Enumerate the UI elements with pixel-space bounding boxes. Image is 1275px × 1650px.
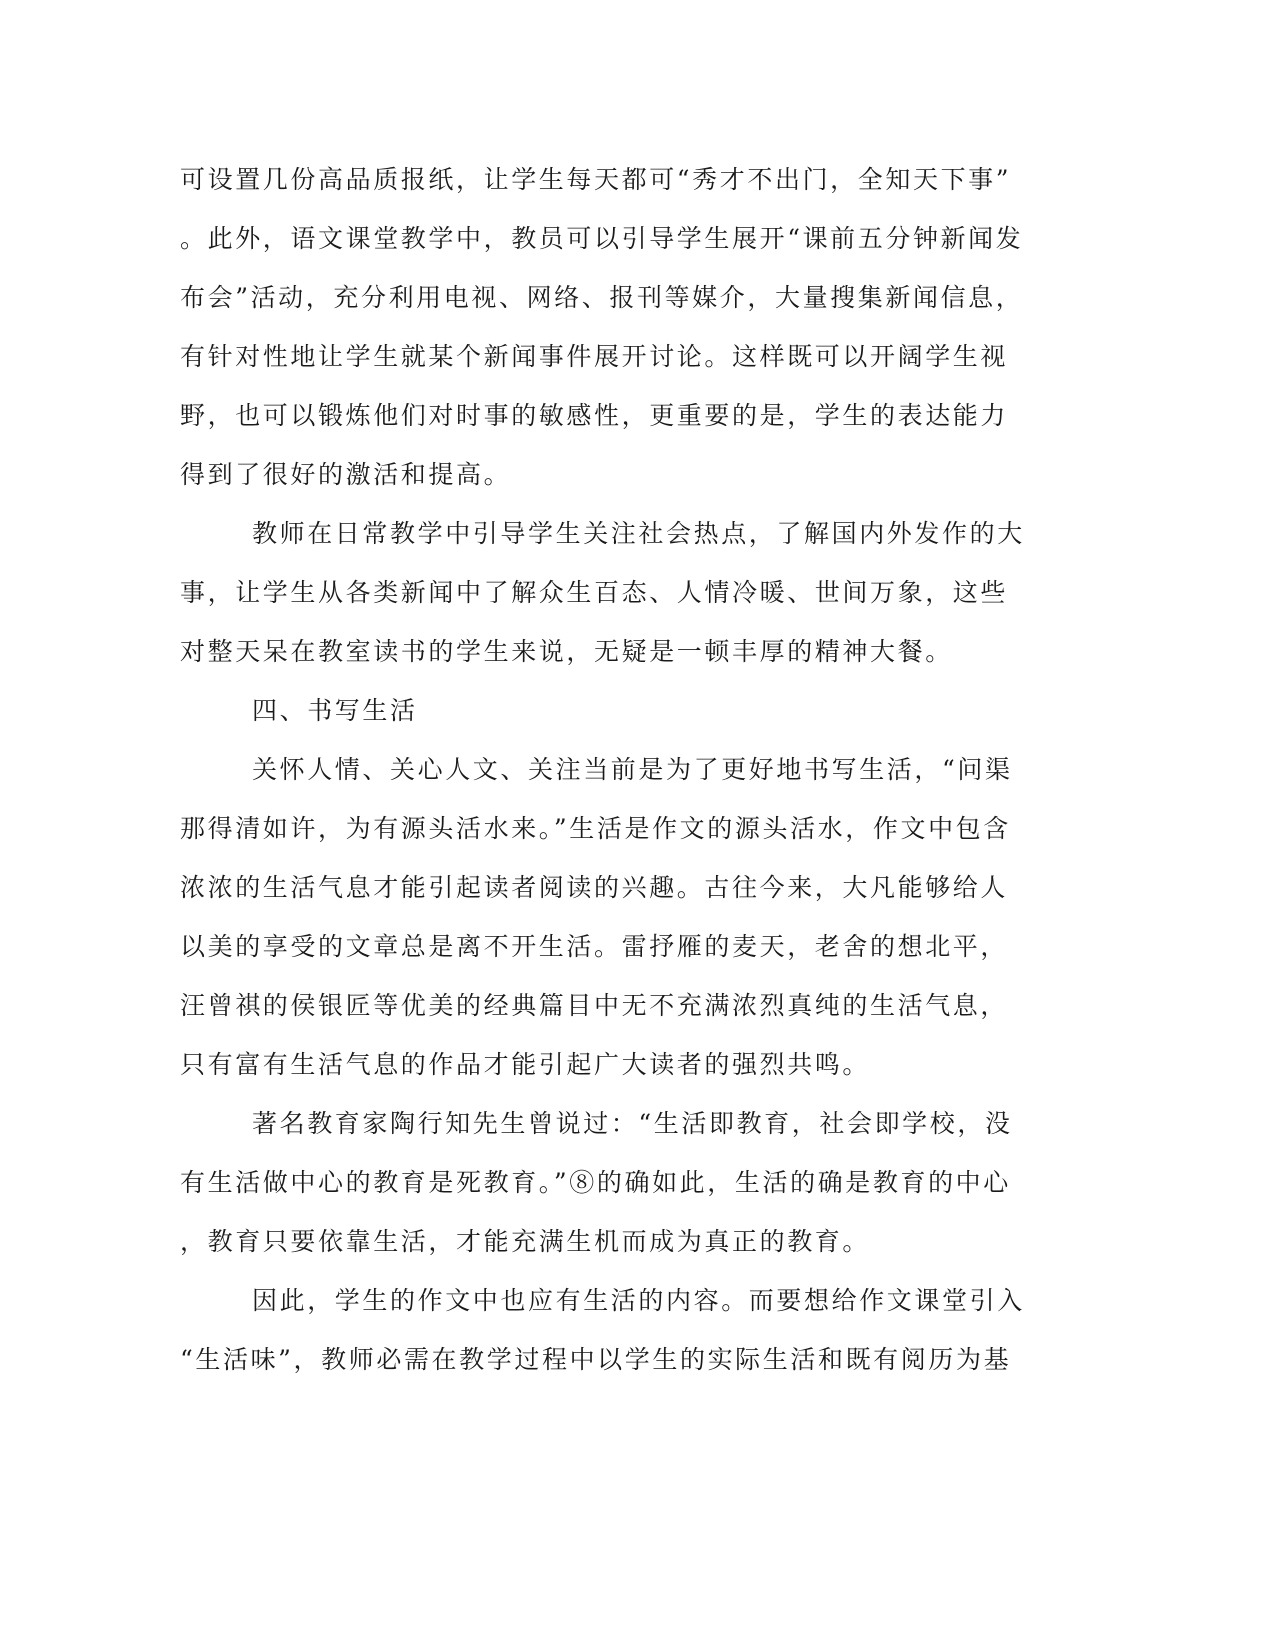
paragraph-line: 有针对性地让学生就某个新闻事件展开讨论。这样既可以开阔学生视 bbox=[180, 342, 1009, 371]
paragraph-line: 有生活做中心的教育是死教育。”⑧的确如此，生活的确是教育的中心 bbox=[180, 1168, 1011, 1197]
paragraph-line: 事，让学生从各类新闻中了解众生百态、人情冷暖、世间万象，这些 bbox=[180, 578, 1009, 607]
paragraph-line: 那得清如许，为有源头活水来。”生活是作文的源头活水，作文中包含 bbox=[180, 814, 1011, 843]
paragraph-line: 因此，学生的作文中也应有生活的内容。而要想给作文课堂引入 bbox=[252, 1286, 1025, 1315]
paragraph-line: “生活味”，教师必需在教学过程中以学生的实际生活和既有阅历为基 bbox=[180, 1345, 1012, 1374]
paragraph-line: 布会”活动，充分利用电视、网络、报刊等媒介，大量搜集新闻信息， bbox=[180, 283, 1024, 312]
paragraph-line: 野，也可以锻炼他们对时事的敏感性，更重要的是，学生的表达能力 bbox=[180, 401, 1009, 430]
paragraph-line: 。此外，语文课堂教学中，教员可以引导学生展开“课前五分钟新闻发 bbox=[180, 224, 1024, 253]
paragraph-line: ，教育只要依靠生活，才能充满生机而成为真正的教育。 bbox=[180, 1227, 871, 1256]
paragraph-line: 浓浓的生活气息才能引起读者阅读的兴趣。古往今来，大凡能够给人 bbox=[180, 873, 1009, 902]
paragraph-line: 可设置几份高品质报纸，让学生每天都可“秀才不出门，全知天下事” bbox=[180, 165, 1012, 194]
paragraph-line: 得到了很好的激活和提高。 bbox=[180, 460, 512, 489]
paragraph-line: 以美的享受的文章总是离不开生活。雷抒雁的麦天，老舍的想北平， bbox=[180, 932, 1009, 961]
paragraph-line: 关怀人情、关心人文、关注当前是为了更好地书写生活，“问渠 bbox=[252, 755, 1013, 784]
paragraph-line: 对整天呆在教室读书的学生来说，无疑是一顿丰厚的精神大餐。 bbox=[180, 637, 953, 666]
section-heading: 四、书写生活 bbox=[252, 696, 418, 725]
paragraph-line: 汪曾祺的侯银匠等优美的经典篇目中无不充满浓烈真纯的生活气息， bbox=[180, 991, 1009, 1020]
paragraph-line: 著名教育家陶行知先生曾说过：“生活即教育，社会即学校，没 bbox=[252, 1109, 1013, 1138]
paragraph-line: 只有富有生活气息的作品才能引起广大读者的强烈共鸣。 bbox=[180, 1050, 871, 1079]
paragraph-line: 教师在日常教学中引导学生关注社会热点，了解国内外发作的大 bbox=[252, 519, 1025, 548]
